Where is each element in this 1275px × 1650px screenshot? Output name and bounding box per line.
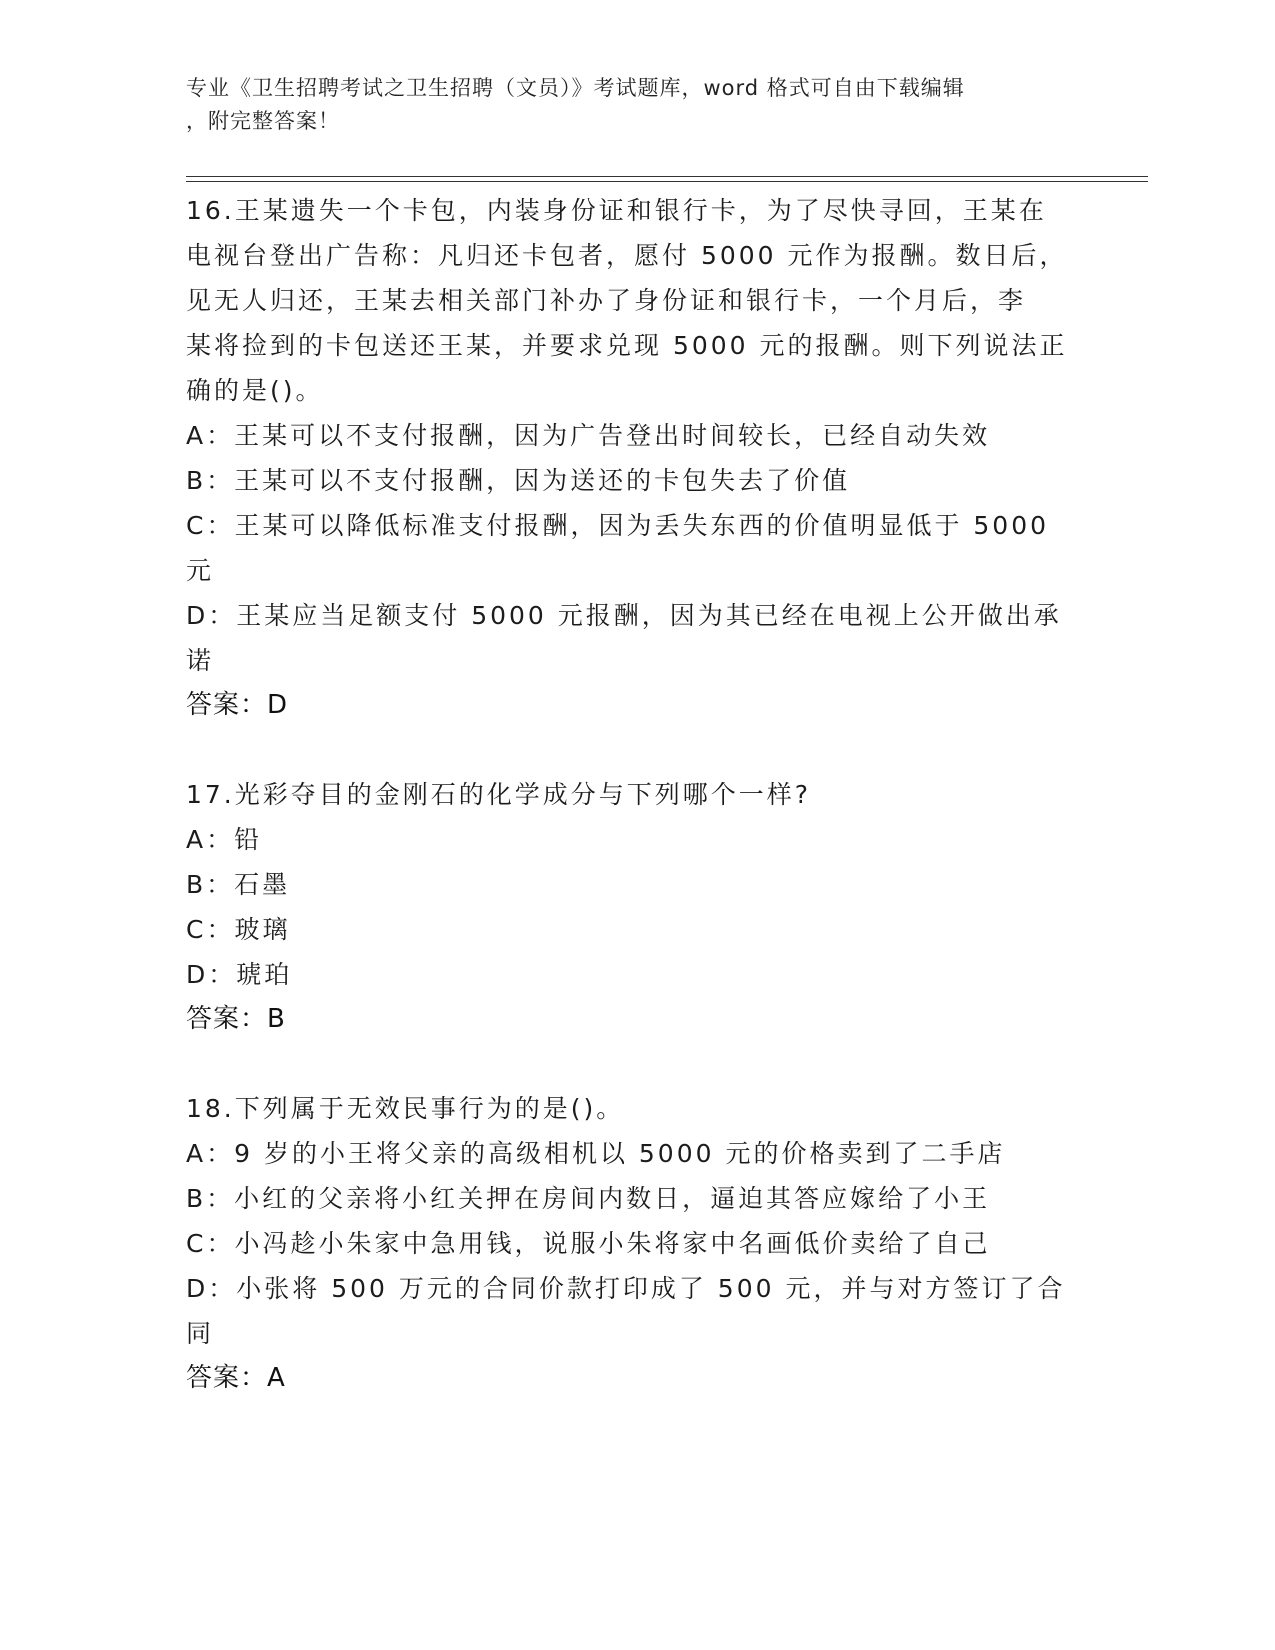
header-line-1: 专业《卫生招聘考试之卫生招聘（文员）》考试题库，word 格式可自由下载编辑: [186, 76, 965, 100]
question-18: [186, 1086, 1086, 1401]
option-c: C：玻璃: [186, 915, 291, 944]
question-stem-line: 电视台登出广告称：凡归还卡包者，愿付 5000 元作为报酬。数日后，: [186, 241, 1068, 270]
header-divider-bottom: [186, 181, 1148, 182]
header-line-2: ，附完整答案！: [186, 109, 340, 133]
option-d-continued: 诺: [186, 646, 215, 675]
option-d: D：琥珀: [186, 960, 293, 989]
option-d: D：小张将 500 万元的合同价款打印成了 500 元，并与对方签订了合同: [186, 1274, 1066, 1348]
option-a: A：王某可以不支付报酬，因为广告登出时间较长，已经自动失效: [186, 421, 991, 450]
question-stem-line: 16.王某遗失一个卡包，内装身份证和银行卡，为了尽快寻回，王某在: [186, 196, 1047, 225]
option-b: B：石墨: [186, 870, 291, 899]
question-stem-line: 确的是()。: [186, 376, 324, 405]
header-divider-top: [186, 176, 1148, 177]
document-header: [186, 72, 1066, 138]
question-17: [186, 772, 1086, 1042]
option-a: A：9 岁的小王将父亲的高级相机以 5000 元的价格卖到了二手店: [186, 1139, 1006, 1168]
question-list: [186, 188, 1086, 1445]
option-c-continued: 元: [186, 556, 215, 585]
answer-label: 答案：D: [186, 690, 289, 720]
question-stem-line: 见无人归还，王某去相关部门补办了身份证和银行卡，一个月后，李: [186, 286, 1027, 315]
question-stem-line: 某将捡到的卡包送还王某，并要求兑现 5000 元的报酬。则下列说法正: [186, 331, 1068, 360]
question-stem-line: 18.下列属于无效民事行为的是()。: [186, 1094, 625, 1123]
option-c: C：王某可以降低标准支付报酬，因为丢失东西的价值明显低于 5000: [186, 511, 1050, 540]
option-b: B：王某可以不支付报酬，因为送还的卡包失去了价值: [186, 466, 851, 495]
option-d: D：王某应当足额支付 5000 元报酬，因为其已经在电视上公开做出承: [186, 601, 1062, 630]
option-b: B：小红的父亲将小红关押在房间内数日，逼迫其答应嫁给了小王: [186, 1184, 991, 1213]
question-16: [186, 188, 1086, 728]
option-a: A：铅: [186, 825, 263, 854]
question-stem-line: 17.光彩夺目的金刚石的化学成分与下列哪个一样?: [186, 780, 812, 809]
answer-label: 答案：B: [186, 1004, 286, 1034]
answer-label: 答案：A: [186, 1363, 286, 1393]
option-c: C：小冯趁小朱家中急用钱，说服小朱将家中名画低价卖给了自己: [186, 1229, 991, 1258]
